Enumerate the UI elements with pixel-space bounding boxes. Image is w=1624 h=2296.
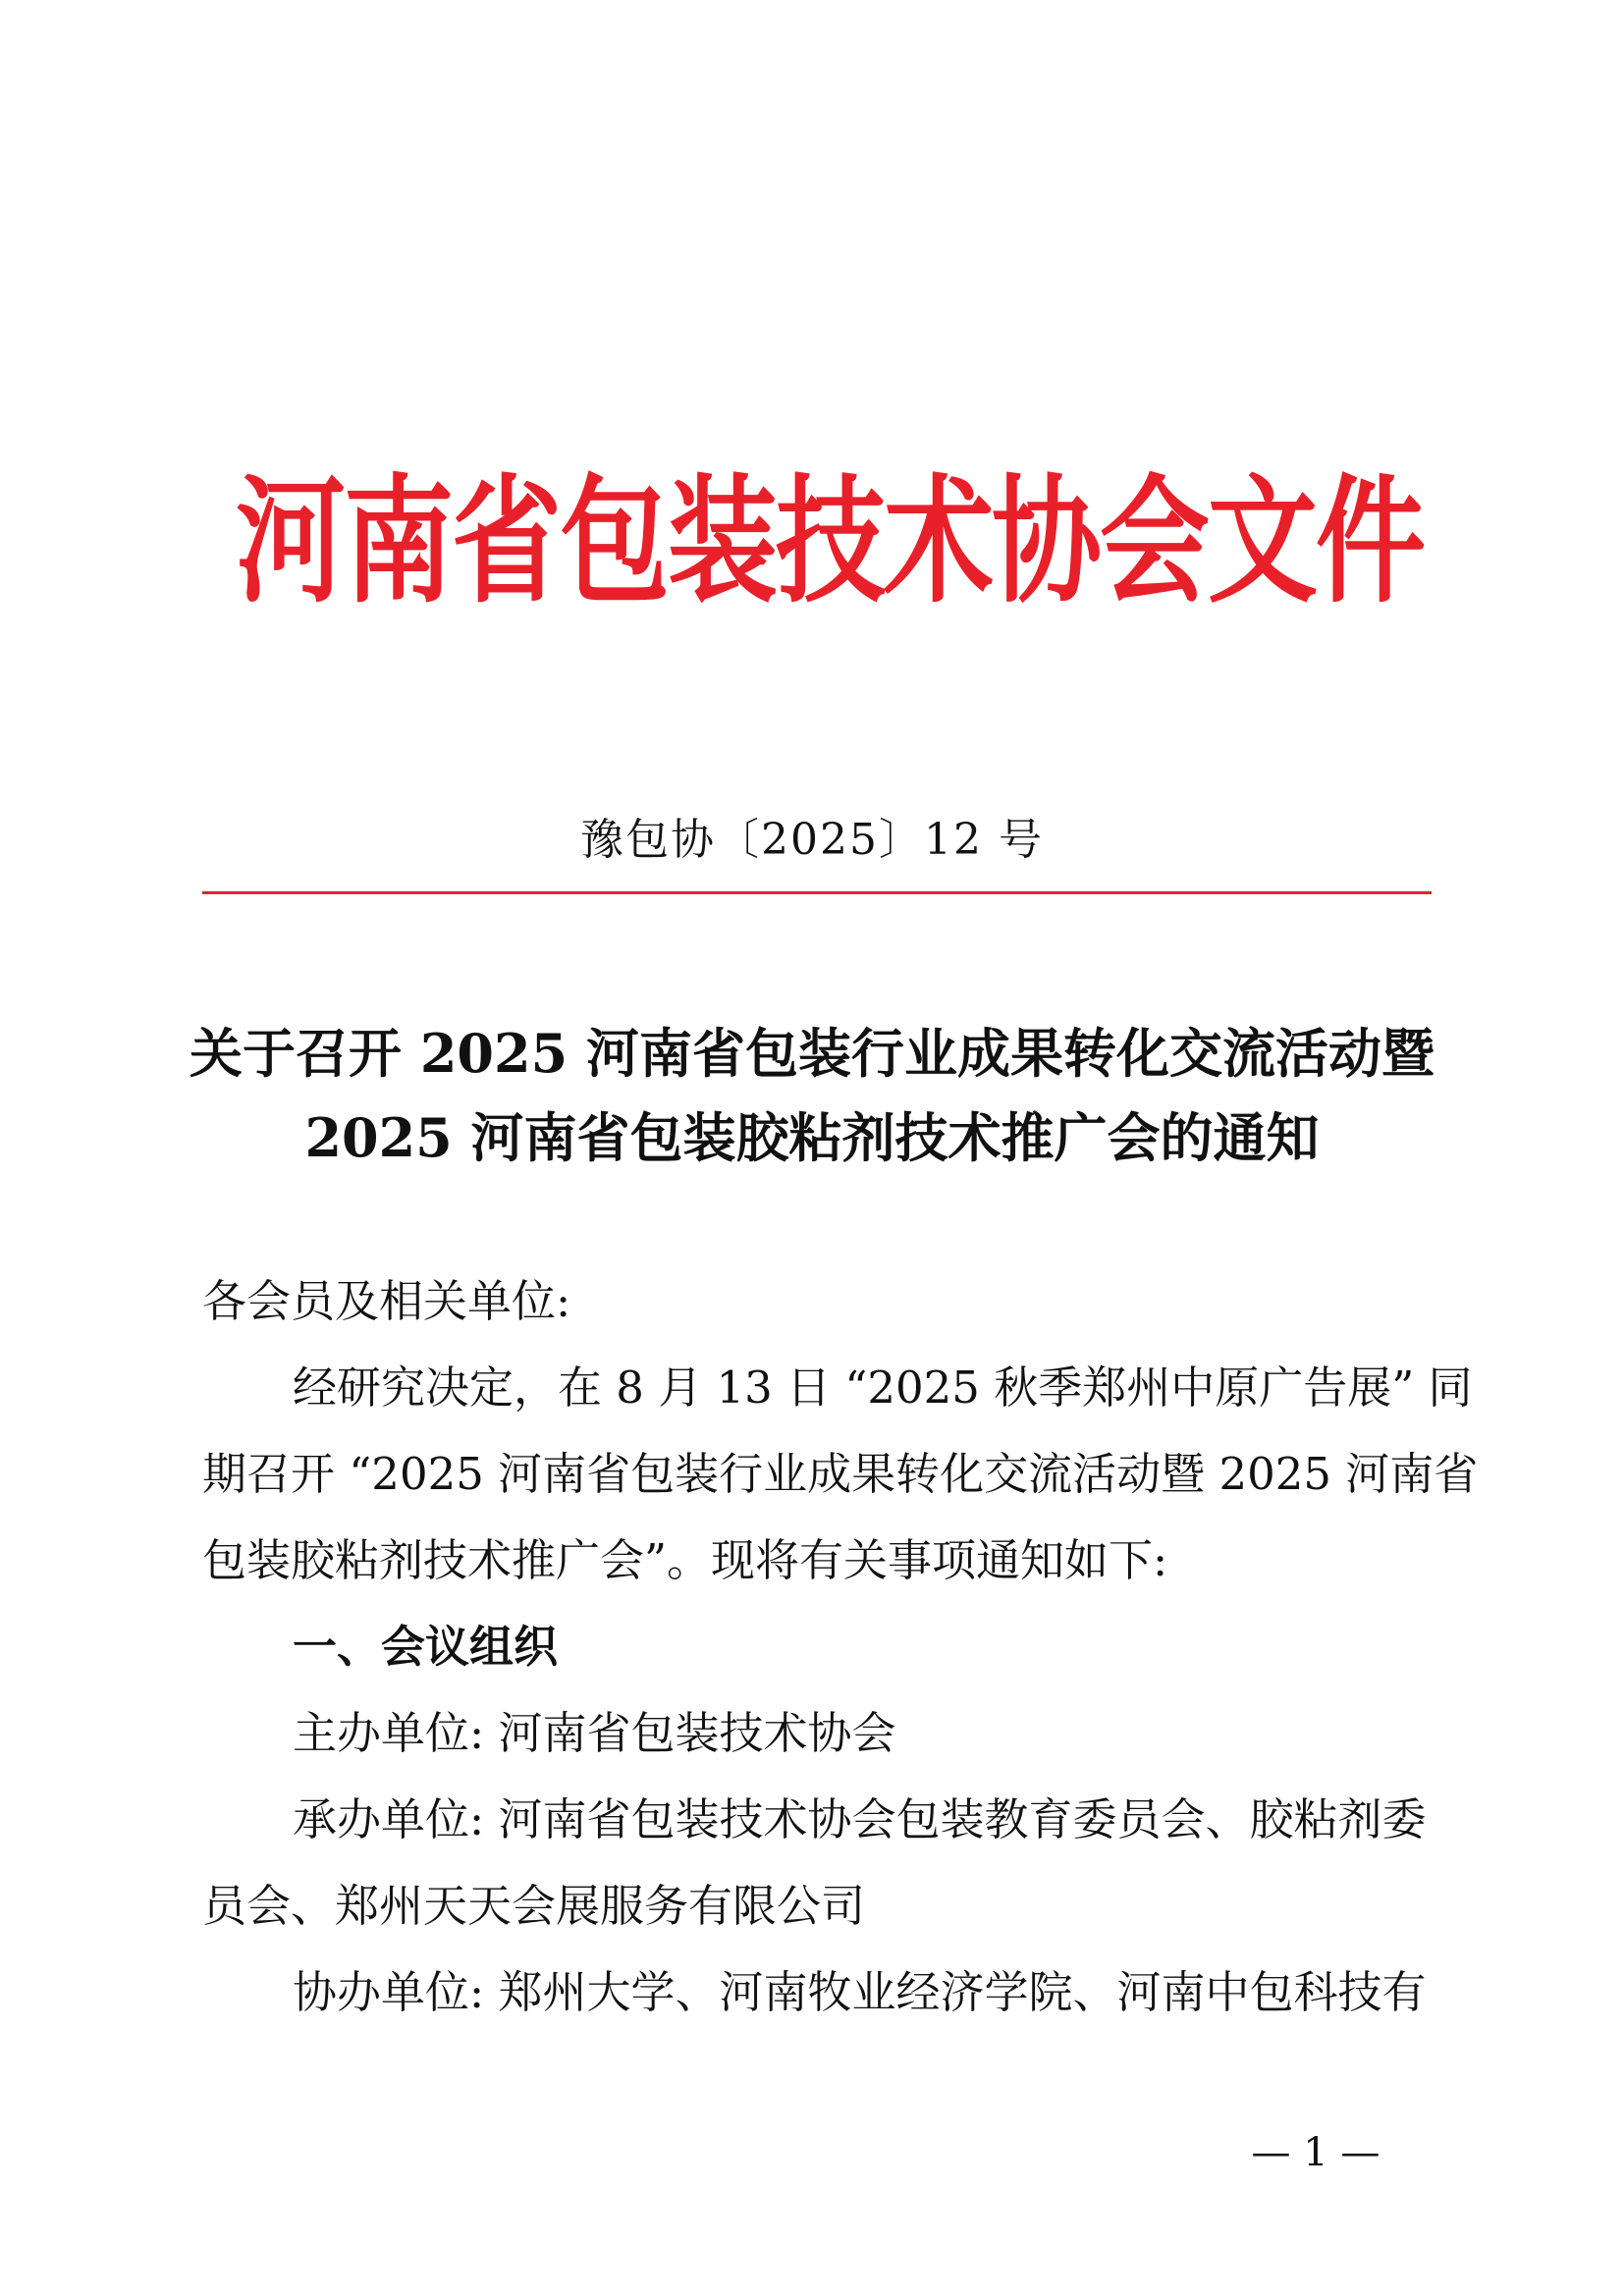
document-number: 豫包协〔2025〕12 号 bbox=[580, 815, 1044, 865]
notice-body bbox=[202, 1258, 1479, 2036]
red-divider-line bbox=[202, 891, 1432, 894]
host-unit: 主办单位: 河南省包装技术协会 bbox=[293, 1707, 896, 1759]
page-number: — 1 — bbox=[1251, 2130, 1380, 2175]
organizer-unit-line-2: 员会、郑州天天会展服务有限公司 bbox=[202, 1880, 866, 1932]
co-organizer-unit-line-1: 协办单位: 郑州大学、河南牧业经济学院、河南中包科技有 bbox=[293, 1966, 1427, 2018]
notice-title-line-1: 关于召开 2025 河南省包装行业成果转化交流活动暨 bbox=[189, 1022, 1435, 1085]
notice-title-line-2: 2025 河南省包装胶粘剂技术推广会的通知 bbox=[304, 1106, 1320, 1169]
intro-line-2: 期召开 “2025 河南省包装行业成果转化交流活动暨 2025 河南省 bbox=[202, 1448, 1479, 1500]
intro-line-3: 包装胶粘剂技术推广会”。现将有关事项通知如下: bbox=[202, 1534, 1168, 1586]
salutation: 各会员及相关单位: bbox=[202, 1275, 571, 1327]
issuer-header-title: 河南省包装技术协会文件 bbox=[236, 461, 1424, 622]
intro-line-1: 经研究决定，在 8 月 13 日 “2025 秋季郑州中原广告展” 同 bbox=[293, 1362, 1473, 1414]
section-heading-meeting-organization: 一、会议组织 bbox=[293, 1621, 559, 1673]
organizer-unit-line-1: 承办单位: 河南省包装技术协会包装教育委员会、胶粘剂委 bbox=[293, 1793, 1427, 1845]
notice-title bbox=[177, 1011, 1447, 1180]
